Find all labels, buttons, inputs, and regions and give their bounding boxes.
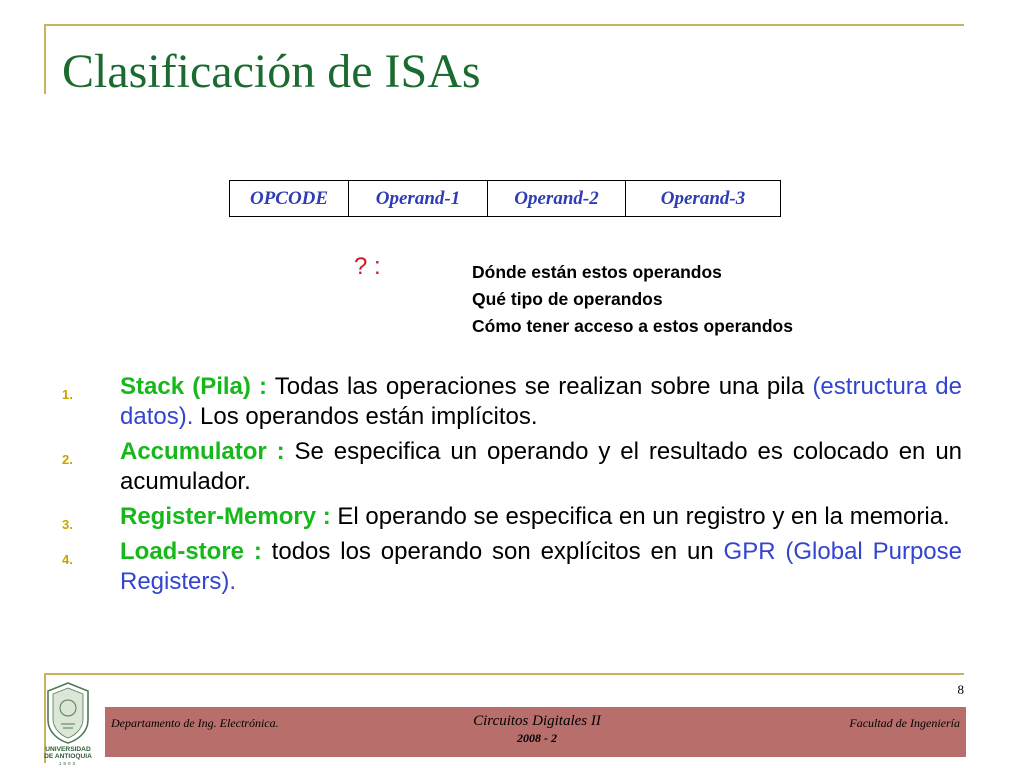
page-number: 8 bbox=[957, 682, 964, 697]
footer-faculty: Facultad de Ingeniería bbox=[849, 716, 960, 730]
list-term: Stack (Pila) : bbox=[120, 373, 268, 400]
list-number: 2. bbox=[62, 452, 73, 467]
list-text-after: Los operandos están implícitos. bbox=[193, 403, 538, 430]
list-number: 4. bbox=[62, 552, 73, 567]
list-text: todos los operando son explícitos en un bbox=[261, 538, 724, 565]
list-item-register-memory bbox=[62, 502, 962, 532]
logo-text-line2: DE ANTIOQUIA bbox=[44, 753, 92, 760]
logo-year: 1803 bbox=[58, 761, 78, 766]
footer-bar bbox=[105, 707, 966, 757]
slide-title: Clasificación de ISAs bbox=[62, 45, 481, 98]
list-term: Register-Memory : bbox=[120, 503, 331, 530]
list-number: 1. bbox=[62, 387, 73, 402]
list-text: Todas las operaciones se realizan sobre una pila bbox=[267, 373, 813, 400]
seal-icon bbox=[48, 683, 88, 743]
question-lines bbox=[472, 259, 793, 340]
list-item-accumulator bbox=[62, 437, 962, 497]
footer-department: Departamento de Ing. Electrónica. bbox=[111, 716, 279, 730]
field-operand-2: Operand-2 bbox=[488, 181, 626, 217]
question-line: Qué tipo de operandos bbox=[472, 289, 663, 309]
list-highlight: GPR (Global Purpose Registers). bbox=[120, 538, 962, 595]
list-item-stack bbox=[62, 372, 962, 432]
list-term: Load-store : bbox=[120, 538, 262, 565]
list-item-load-store bbox=[62, 537, 962, 597]
field-operand-3: Operand-3 bbox=[626, 181, 781, 217]
question-line: Cómo tener acceso a estos operandos bbox=[472, 316, 793, 336]
question-line: Dónde están estos operandos bbox=[472, 262, 722, 282]
footer-divider bbox=[44, 673, 964, 675]
footer-course-title: Circuitos Digitales II bbox=[473, 713, 601, 729]
list-highlight: (estructura de datos). bbox=[120, 373, 963, 430]
footer-course-term: 2008 - 2 bbox=[517, 731, 557, 745]
universidad-de-antioquia-logo bbox=[35, 680, 101, 766]
question-marker: ? : bbox=[354, 253, 381, 280]
instruction-format-table bbox=[229, 180, 781, 217]
list-term: Accumulator : bbox=[120, 438, 285, 465]
isa-classification-list bbox=[62, 372, 962, 602]
footer-course bbox=[417, 713, 657, 746]
frame-top-line bbox=[44, 24, 964, 26]
field-opcode: OPCODE bbox=[230, 181, 349, 217]
list-number: 3. bbox=[62, 517, 73, 532]
frame-left-line bbox=[44, 24, 46, 94]
field-operand-1: Operand-1 bbox=[349, 181, 488, 217]
list-text: El operando se especifica en un registro y en la memoria. bbox=[330, 503, 950, 530]
list-text: Se especifica un operando y el resultado es colocado en un acumulador. bbox=[120, 438, 963, 495]
logo-text-line1: UNIVERSIDAD bbox=[45, 746, 91, 753]
